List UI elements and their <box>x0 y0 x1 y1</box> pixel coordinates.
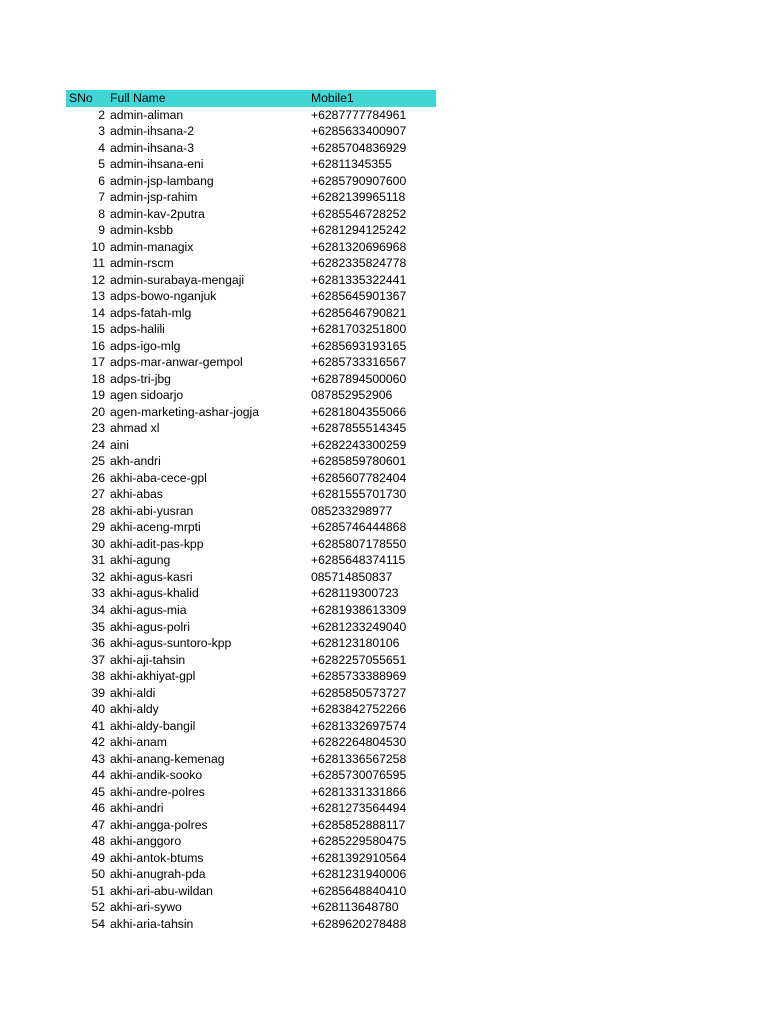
mobile-cell: +6281555701730 <box>311 487 407 502</box>
full-name-cell: adps-bowo-nganjuk <box>110 289 217 304</box>
sno-cell: 19 <box>91 388 105 403</box>
sno-cell: 10 <box>91 239 105 254</box>
sno-cell: 48 <box>91 834 105 849</box>
table-row <box>66 305 436 322</box>
sno-cell: 2 <box>98 107 105 122</box>
mobile-cell: +6281938613309 <box>311 602 407 617</box>
sno-cell: 18 <box>91 371 105 386</box>
mobile-cell: +6285746444868 <box>311 520 407 535</box>
mobile-cell: +6285648374115 <box>311 553 406 568</box>
full-name-cell: akhi-ari-sywo <box>110 900 182 915</box>
table-row <box>66 486 436 503</box>
table-row <box>66 222 436 239</box>
table-row <box>66 470 436 487</box>
table-row <box>66 685 436 702</box>
table-row <box>66 156 436 173</box>
table-row <box>66 354 436 371</box>
mobile-cell: +6285807178550 <box>311 536 407 551</box>
sno-cell: 52 <box>91 900 105 915</box>
sno-cell: 11 <box>92 256 105 271</box>
table-row <box>66 437 436 454</box>
full-name-cell: akhi-andri <box>110 801 164 816</box>
mobile-cell: +628123180106 <box>311 636 400 651</box>
mobile-cell: +6285790907600 <box>311 173 407 188</box>
table-row <box>66 173 436 190</box>
full-name-cell: admin-managix <box>110 239 194 254</box>
sno-cell: 40 <box>91 702 105 717</box>
mobile-cell: +6285633400907 <box>311 124 407 139</box>
sno-cell: 31 <box>91 553 105 568</box>
sno-cell: 17 <box>91 355 105 370</box>
table-row <box>66 767 436 784</box>
mobile-cell: 087852952906 <box>311 388 393 403</box>
table-row <box>66 668 436 685</box>
mobile-cell: +6285607782404 <box>311 470 407 485</box>
mobile-cell: +6285693193165 <box>311 338 407 353</box>
sno-cell: 4 <box>98 140 105 155</box>
table-body <box>66 107 436 933</box>
sno-cell: 38 <box>91 669 105 684</box>
sno-cell: 32 <box>91 569 105 584</box>
sno-cell: 50 <box>91 867 105 882</box>
mobile-cell: +6285859780601 <box>311 454 407 469</box>
mobile-cell: +6285704836929 <box>311 140 407 155</box>
sno-cell: 45 <box>91 784 105 799</box>
sno-cell: 15 <box>91 322 105 337</box>
table-row <box>66 338 436 355</box>
sno-cell: 30 <box>91 536 105 551</box>
table-row <box>66 569 436 586</box>
column-header-mobile: Mobile1 <box>311 91 354 105</box>
sno-cell: 20 <box>91 404 105 419</box>
mobile-cell: +6285733388969 <box>311 669 407 684</box>
mobile-cell: +6281231940006 <box>311 867 407 882</box>
sno-cell: 6 <box>98 173 105 188</box>
sno-cell: 23 <box>91 421 105 436</box>
table-row <box>66 239 436 256</box>
full-name-cell: akhi-angga-polres <box>110 817 208 832</box>
table-row <box>66 701 436 718</box>
full-name-cell: akh-andri <box>110 454 161 469</box>
column-header-full-name: Full Name <box>110 91 166 105</box>
mobile-cell: +6281335322441 <box>311 272 407 287</box>
table-row <box>66 784 436 801</box>
full-name-cell: akhi-agus-mia <box>110 602 187 617</box>
sno-cell: 25 <box>91 454 105 469</box>
mobile-cell: +6281703251800 <box>311 322 407 337</box>
full-name-cell: akhi-agung <box>110 553 171 568</box>
mobile-cell: 085233298977 <box>311 503 393 518</box>
full-name-cell: akhi-anggoro <box>110 834 182 849</box>
full-name-cell: admin-aliman <box>110 107 184 122</box>
mobile-cell: +6282243300259 <box>311 437 407 452</box>
mobile-cell: +6282257055651 <box>311 652 407 667</box>
sno-cell: 26 <box>91 470 105 485</box>
sno-cell: 29 <box>91 520 105 535</box>
table-row <box>66 140 436 157</box>
sno-cell: 37 <box>91 652 105 667</box>
full-name-cell: akhi-aji-tahsin <box>110 652 186 667</box>
full-name-cell: akhi-abi-yusran <box>110 503 194 518</box>
table-row <box>66 883 436 900</box>
sno-cell: 41 <box>91 718 105 733</box>
table-row <box>66 288 436 305</box>
full-name-cell: admin-rscm <box>110 256 174 271</box>
table-row <box>66 850 436 867</box>
full-name-cell: admin-ksbb <box>110 223 173 238</box>
table-row <box>66 519 436 536</box>
mobile-cell: +6281336567258 <box>311 751 407 766</box>
sno-cell: 9 <box>98 223 105 238</box>
full-name-cell: adps-tri-jbg <box>110 371 171 386</box>
mobile-cell: +6281331331866 <box>311 784 407 799</box>
full-name-cell: adps-fatah-mlg <box>110 305 192 320</box>
mobile-cell: +6282139965118 <box>311 190 406 205</box>
sno-cell: 43 <box>91 751 105 766</box>
mobile-cell: +6285645901367 <box>311 289 407 304</box>
mobile-cell: +6285730076595 <box>311 768 407 783</box>
table-row <box>66 652 436 669</box>
table-row <box>66 833 436 850</box>
full-name-cell: akhi-aria-tahsin <box>110 916 194 931</box>
sno-cell: 3 <box>98 124 105 139</box>
mobile-cell: +6285546728252 <box>311 206 407 221</box>
table-row <box>66 552 436 569</box>
full-name-cell: akhi-akhiyat-gpl <box>110 669 196 684</box>
sno-cell: 27 <box>91 487 105 502</box>
table-row <box>66 536 436 553</box>
table-row <box>66 420 436 437</box>
full-name-cell: akhi-agus-polri <box>110 619 190 634</box>
sno-cell: 12 <box>91 272 105 287</box>
sno-cell: 47 <box>91 817 105 832</box>
full-name-cell: ahmad xl <box>110 421 160 436</box>
table-row <box>66 866 436 883</box>
table-row <box>66 751 436 768</box>
mobile-cell: +6282264804530 <box>311 735 407 750</box>
sno-cell: 54 <box>91 916 105 931</box>
mobile-cell: +6285850573727 <box>311 685 407 700</box>
mobile-cell: +62811345355 <box>311 157 392 172</box>
sno-cell: 8 <box>98 206 105 221</box>
table-row <box>66 602 436 619</box>
mobile-cell: +6281332697574 <box>311 718 407 733</box>
full-name-cell: agen-marketing-ashar-jogja <box>110 404 260 419</box>
mobile-cell: +6283842752266 <box>311 702 407 717</box>
table-row <box>66 503 436 520</box>
mobile-cell: +6281320696968 <box>311 239 407 254</box>
table-row <box>66 800 436 817</box>
full-name-cell: akhi-anugrah-pda <box>110 867 206 882</box>
full-name-cell: akhi-aceng-mrpti <box>110 520 201 535</box>
table-row <box>66 321 436 338</box>
sno-cell: 36 <box>91 636 105 651</box>
table-row <box>66 916 436 933</box>
table-row <box>66 585 436 602</box>
mobile-cell: +6281804355066 <box>311 404 407 419</box>
contact-table <box>66 90 436 932</box>
table-row <box>66 107 436 124</box>
full-name-cell: adps-igo-mlg <box>110 338 181 353</box>
full-name-cell: admin-jsp-lambang <box>110 173 214 188</box>
full-name-cell: akhi-agus-kasri <box>110 569 193 584</box>
sno-cell: 5 <box>98 157 105 172</box>
full-name-cell: akhi-andik-sooko <box>110 768 203 783</box>
sno-cell: 33 <box>91 586 105 601</box>
full-name-cell: akhi-aldy-bangil <box>110 718 196 733</box>
table-row <box>66 817 436 834</box>
table-row <box>66 189 436 206</box>
full-name-cell: akhi-adit-pas-kpp <box>110 536 204 551</box>
table-row <box>66 404 436 421</box>
mobile-cell: +6285229580475 <box>311 834 407 849</box>
mobile-cell: 085714850837 <box>311 569 393 584</box>
mobile-cell: +6287894500060 <box>311 371 407 386</box>
table-row <box>66 734 436 751</box>
full-name-cell: akhi-anam <box>110 735 167 750</box>
table-row <box>66 272 436 289</box>
mobile-cell: +6281294125242 <box>311 223 407 238</box>
full-name-cell: akhi-antok-btums <box>110 850 204 865</box>
table-row <box>66 718 436 735</box>
mobile-cell: +628113648780 <box>311 900 399 915</box>
mobile-cell: +6287855514345 <box>311 421 407 436</box>
full-name-cell: admin-jsp-rahim <box>110 190 198 205</box>
sno-cell: 42 <box>91 735 105 750</box>
sno-cell: 49 <box>91 850 105 865</box>
table-row <box>66 899 436 916</box>
mobile-cell: +6287777784961 <box>311 107 407 122</box>
mobile-cell: +6281392910564 <box>311 850 407 865</box>
sno-cell: 13 <box>91 289 105 304</box>
full-name-cell: akhi-aldy <box>110 702 159 717</box>
sno-cell: 51 <box>91 883 105 898</box>
mobile-cell: +6285852888117 <box>311 817 406 832</box>
sno-cell: 46 <box>91 801 105 816</box>
sno-cell: 34 <box>91 602 105 617</box>
column-header-sno: SNo <box>69 91 93 105</box>
full-name-cell: akhi-anang-kemenag <box>110 751 225 766</box>
full-name-cell: aini <box>110 437 129 452</box>
table-header-row <box>66 90 436 107</box>
full-name-cell: akhi-aldi <box>110 685 156 700</box>
table-row <box>66 453 436 470</box>
sno-cell: 35 <box>91 619 105 634</box>
mobile-cell: +6289620278488 <box>311 916 407 931</box>
table-row <box>66 206 436 223</box>
full-name-cell: admin-ihsana-eni <box>110 157 204 172</box>
mobile-cell: +6282335824778 <box>311 256 407 271</box>
mobile-cell: +628119300723 <box>311 586 399 601</box>
table-row <box>66 255 436 272</box>
full-name-cell: admin-kav-2putra <box>110 206 205 221</box>
table-row <box>66 371 436 388</box>
table-row <box>66 619 436 636</box>
full-name-cell: admin-surabaya-mengaji <box>110 272 245 287</box>
full-name-cell: akhi-andre-polres <box>110 784 205 799</box>
full-name-cell: agen sidoarjo <box>110 388 184 403</box>
mobile-cell: +6281273564494 <box>311 801 407 816</box>
full-name-cell: adps-mar-anwar-gempol <box>110 355 243 370</box>
mobile-cell: +6281233249040 <box>311 619 407 634</box>
full-name-cell: akhi-ari-abu-wildan <box>110 883 213 898</box>
mobile-cell: +6285733316567 <box>311 355 407 370</box>
mobile-cell: +6285648840410 <box>311 883 407 898</box>
sno-cell: 14 <box>91 305 105 320</box>
sno-cell: 28 <box>91 503 105 518</box>
mobile-cell: +6285646790821 <box>311 305 407 320</box>
sno-cell: 39 <box>91 685 105 700</box>
full-name-cell: akhi-abas <box>110 487 163 502</box>
sno-cell: 16 <box>91 338 105 353</box>
full-name-cell: akhi-agus-khalid <box>110 586 199 601</box>
full-name-cell: admin-ihsana-2 <box>110 124 195 139</box>
table-row <box>66 123 436 140</box>
full-name-cell: akhi-aba-cece-gpl <box>110 470 207 485</box>
table-row <box>66 635 436 652</box>
table-row <box>66 387 436 404</box>
full-name-cell: akhi-agus-suntoro-kpp <box>110 636 232 651</box>
full-name-cell: admin-ihsana-3 <box>110 140 195 155</box>
full-name-cell: adps-halili <box>110 322 165 337</box>
sno-cell: 44 <box>91 768 105 783</box>
sno-cell: 7 <box>98 190 105 205</box>
sno-cell: 24 <box>91 437 105 452</box>
